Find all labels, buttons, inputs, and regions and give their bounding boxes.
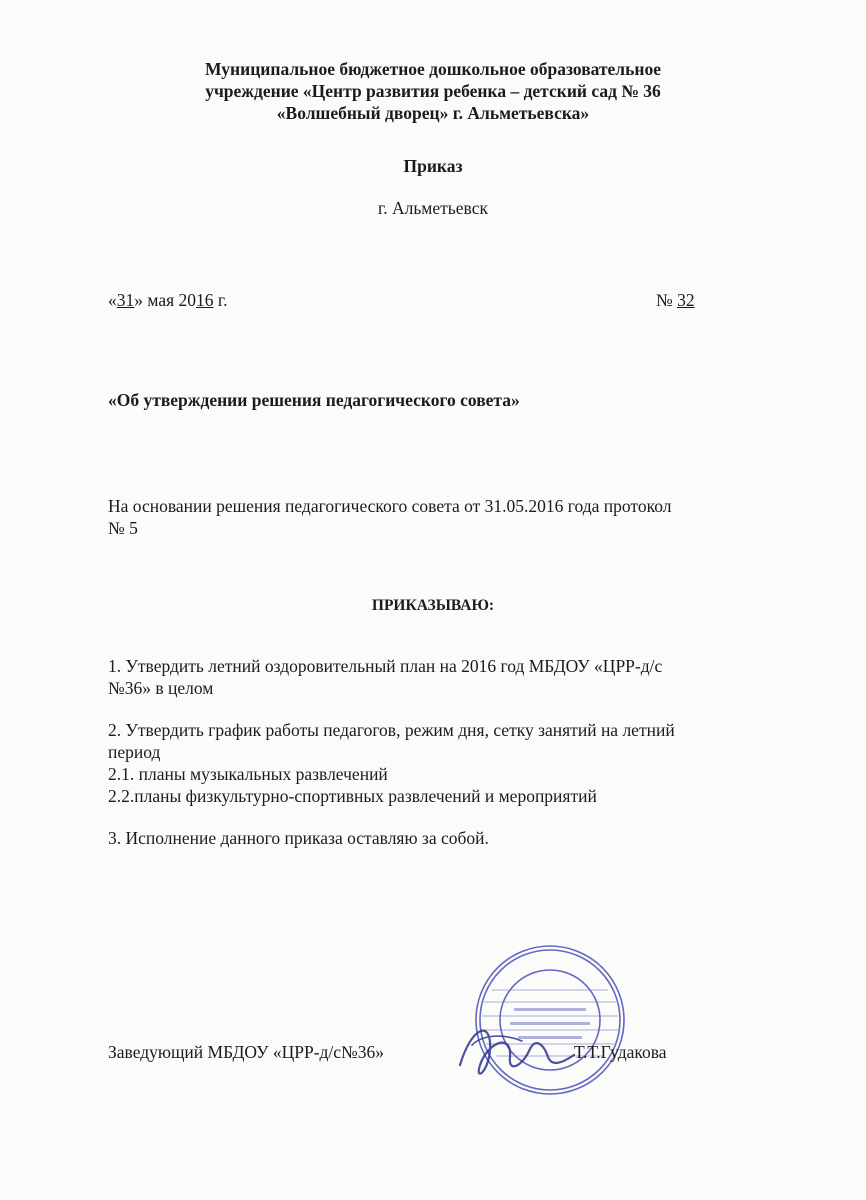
date-tail: г. [213, 290, 228, 310]
item-1-line: 1. Утвердить летний оздоровительный план на 2016 год МБДОУ «ЦРР-д/с [108, 656, 663, 676]
organization-header [0, 58, 866, 124]
header-line: «Волшебный дворец» г. Альметьевска» [276, 103, 590, 123]
basis-line: № 5 [108, 518, 138, 538]
document-city: г. Альметьевск [378, 198, 488, 218]
order-number [656, 290, 695, 311]
item-1-line: №36» в целом [108, 678, 214, 698]
order-basis [108, 495, 788, 539]
date-day: 31 [116, 290, 135, 310]
item-3-line: 3. Исполнение данного приказа оставляю за собой. [108, 828, 489, 848]
order-items [108, 655, 788, 849]
date-month: » мая 20 [134, 290, 197, 310]
order-date [108, 290, 228, 311]
order-subject: «Об утверждении решения педагогического совета» [108, 390, 520, 410]
header-line: Муниципальное бюджетное дошкольное образовательное [205, 59, 661, 79]
number-value: 32 [677, 290, 695, 310]
order-directive-heading: ПРИКАЗЫВАЮ: [371, 597, 495, 614]
date-year: 16 [196, 290, 214, 310]
item-2-line: 2. Утвердить график работы педагогов, режим дня, сетку занятий на летний [108, 720, 675, 740]
date-open-quote: « [108, 290, 117, 310]
document-title: Приказ [403, 156, 463, 176]
signatory-position: Заведующий МБДОУ «ЦРР-д/с№36» [108, 1042, 385, 1062]
signatory-name: Т.Т.Гудакова [574, 1042, 667, 1062]
header-line: учреждение «Центр развития ребенка – детский сад № 36 [205, 81, 661, 101]
basis-line: На основании решения педагогического совета от 31.05.2016 года протокол [108, 496, 672, 516]
item-2-line: период [108, 742, 161, 762]
item-2-line: 2.2.планы физкультурно-спортивных развлечений и мероприятий [108, 786, 597, 806]
item-2-line: 2.1. планы музыкальных развлечений [108, 764, 388, 784]
handwritten-signature [452, 1005, 582, 1095]
number-prefix: № [656, 290, 678, 310]
